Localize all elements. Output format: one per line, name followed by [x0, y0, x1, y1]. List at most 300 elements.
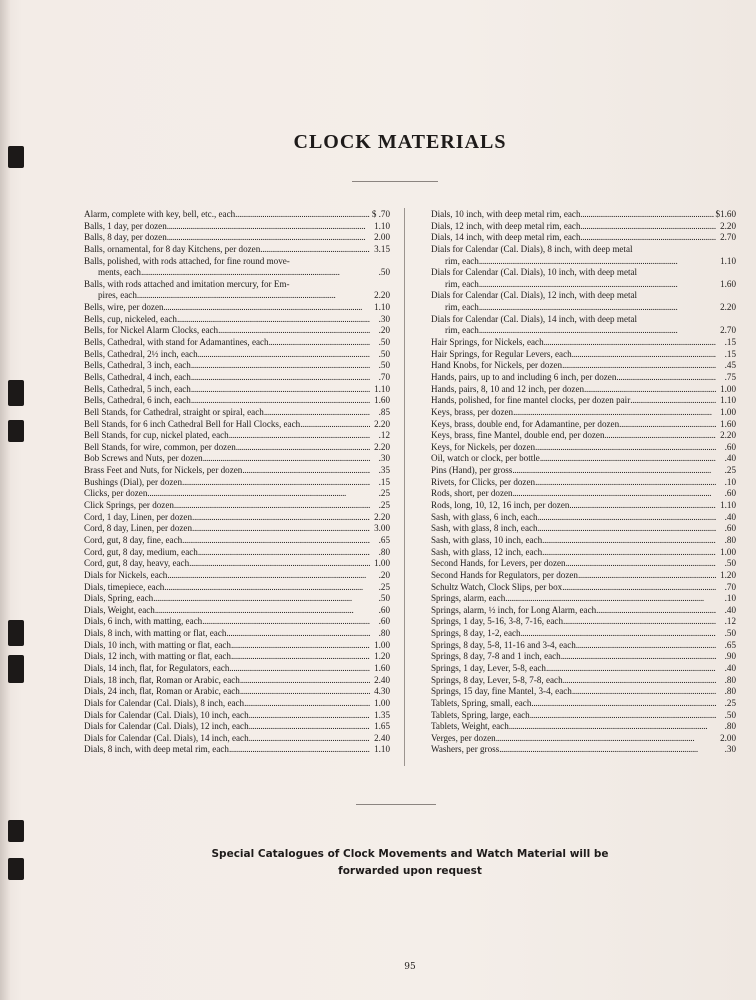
price-item	[431, 675, 736, 687]
price-item	[431, 407, 736, 419]
item-label: Springs, 8 day, 1-2, each	[431, 628, 521, 639]
leader-dots	[249, 721, 370, 733]
item-label: Dials for Calendar (Cal. Dials), 10 inch, each	[84, 709, 249, 720]
leader-dots	[153, 593, 370, 605]
price-item	[431, 640, 736, 652]
item-label: Dials for Calendar (Cal. Dials), 8 inch, each	[84, 697, 245, 708]
leader-dots	[569, 500, 716, 512]
item-label: Bell Stands, for cup, nickel plated, each	[84, 430, 229, 441]
item-price: .50	[378, 267, 390, 278]
item-price: 4.30	[374, 686, 390, 697]
price-item	[431, 582, 736, 594]
item-label: Brass Feet and Nuts, for Nickels, per dozen	[84, 465, 243, 476]
item-price: .75	[724, 371, 736, 382]
price-item	[84, 232, 390, 244]
item-price: 1.60	[374, 395, 390, 406]
item-label: Dials, timepiece, each	[84, 581, 165, 592]
item-label: ments, each	[98, 267, 141, 278]
price-item	[84, 488, 390, 500]
footer-note	[0, 846, 756, 880]
leader-dots	[192, 512, 370, 524]
item-price: .30	[724, 744, 736, 755]
item-label: Bob Screws and Nuts, per dozen	[84, 453, 203, 464]
item-price: 2.20	[720, 302, 736, 313]
item-price: .40	[724, 604, 736, 615]
item-label: rim, each	[445, 255, 479, 266]
item-label: Bells, Cathedral, 3 inch, each	[84, 360, 191, 371]
price-item	[431, 453, 736, 465]
item-label: Balls, 8 day, per dozen	[84, 232, 167, 243]
price-item	[431, 221, 736, 233]
item-price: 1.10	[720, 395, 736, 406]
price-item	[431, 419, 736, 431]
price-item	[84, 372, 390, 384]
price-item	[84, 314, 390, 326]
item-price: .50	[378, 348, 390, 359]
price-item	[84, 558, 390, 570]
item-label: Bell Stands, for 6 inch Cathedral Bell for Hall Clocks, each	[84, 418, 301, 429]
item-price: .12	[724, 616, 736, 627]
price-item	[431, 349, 736, 361]
price-item	[84, 663, 390, 675]
leader-dots	[512, 465, 716, 477]
price-item	[84, 430, 390, 442]
item-price: 2.20	[374, 511, 390, 522]
leader-dots	[505, 593, 716, 605]
leader-dots	[300, 419, 370, 431]
price-item-label-line: Dials for Calendar (Cal. Dials), 12 inch, with deep metal	[431, 290, 638, 301]
price-item-label-line: Balls, polished, with rods attached, for fine round move-	[84, 255, 290, 266]
item-price: .85	[378, 406, 390, 417]
price-item	[431, 430, 736, 442]
leader-dots	[630, 395, 716, 407]
leader-dots	[167, 232, 370, 244]
item-price: .25	[378, 488, 390, 499]
leader-dots	[530, 710, 716, 722]
item-price: 1.00	[720, 383, 736, 394]
price-item	[84, 407, 390, 419]
price-item	[431, 337, 736, 349]
price-item	[84, 349, 390, 361]
leader-dots	[542, 547, 716, 559]
price-item-label-line: Balls, with rods attached and imitation mercury, for Em-	[84, 278, 290, 289]
price-item	[431, 744, 736, 756]
price-item	[84, 453, 390, 465]
item-label: Second Hands, for Levers, per dozen	[431, 558, 566, 569]
item-price: .20	[378, 569, 390, 580]
item-price: .80	[724, 674, 736, 685]
price-item	[84, 721, 390, 733]
leader-dots	[479, 279, 716, 291]
item-label: Hair Springs, for Nickels, each	[431, 337, 544, 348]
item-label: Dials, 10 inch, with deep metal rim, each	[431, 209, 581, 219]
item-label: Cord, 8 day, Linen, per dozen	[84, 523, 192, 534]
item-label: Dials, 8 inch, with deep metal rim, each	[84, 744, 229, 755]
item-label: Bells, Cathedral, 6 inch, each	[84, 395, 191, 406]
leader-dots	[244, 698, 370, 710]
item-label: Bell Stands, for Cathedral, straight or spiral, each	[84, 406, 264, 417]
item-price: 1.60	[720, 418, 736, 429]
price-list-right-column	[431, 209, 736, 756]
item-label: Balls, 1 day, per dozen	[84, 220, 167, 231]
item-price: 1.10	[374, 302, 390, 313]
item-label: Bushings (Dial), per dozen	[84, 476, 182, 487]
page-title: CLOCK MATERIALS	[293, 131, 507, 153]
item-label: Dials for Nickels, each	[84, 569, 168, 580]
leader-dots	[189, 558, 370, 570]
footer-divider	[356, 804, 436, 805]
item-price: .15	[724, 348, 736, 359]
price-item	[431, 547, 736, 559]
column-divider	[404, 208, 405, 766]
item-price: .80	[724, 721, 736, 732]
item-price: .80	[378, 546, 390, 557]
price-item	[84, 465, 390, 477]
price-item	[84, 710, 390, 722]
item-price: .10	[724, 476, 736, 487]
item-price: .20	[378, 325, 390, 336]
item-label: Springs, alarm, ½ inch, for Long Alarm, each	[431, 604, 597, 615]
item-price: 2.40	[374, 732, 390, 743]
leader-dots	[174, 500, 370, 512]
item-price: 1.10	[720, 500, 736, 511]
price-item	[431, 256, 736, 268]
page-number: 95	[404, 962, 416, 972]
footer-line-2: forwarded upon request	[338, 865, 482, 877]
item-price: .40	[724, 662, 736, 673]
item-label: Cord, gut, 8 day, fine, each	[84, 534, 183, 545]
leader-dots	[509, 721, 716, 733]
leader-dots	[192, 523, 370, 535]
item-label: Dials, Spring, each	[84, 593, 154, 604]
binding-hole	[8, 655, 24, 683]
leader-dots	[155, 605, 370, 617]
item-label: Oil, watch or clock, per bottle	[431, 453, 540, 464]
leader-dots	[182, 477, 370, 489]
item-price: 2.20	[720, 220, 736, 231]
price-item	[84, 582, 390, 594]
price-item	[431, 302, 736, 314]
price-item	[431, 721, 736, 733]
price-item	[431, 698, 736, 710]
item-price: .70	[724, 581, 736, 592]
leader-dots	[137, 290, 370, 302]
item-label: Dials, 18 inch, flat, Roman or Arabic, each	[84, 674, 240, 685]
leader-dots	[616, 372, 716, 384]
leader-dots	[566, 558, 716, 570]
item-price: 2.00	[720, 732, 736, 743]
leader-dots	[202, 616, 370, 628]
item-price: 1.10	[720, 255, 736, 266]
leader-dots	[240, 686, 370, 698]
price-item	[84, 605, 390, 617]
leader-dots	[218, 325, 370, 337]
item-price: .90	[724, 651, 736, 662]
item-label: rim, each	[445, 302, 479, 313]
item-price: 1.65	[374, 721, 390, 732]
item-price: .25	[724, 697, 736, 708]
leader-dots	[229, 744, 370, 756]
item-label: Keys, brass, double end, for Adamantine, per dozen	[431, 418, 620, 429]
leader-dots	[540, 453, 716, 465]
item-label: Bells, cup, nickeled, each	[84, 313, 177, 324]
item-price: .60	[724, 523, 736, 534]
price-item	[431, 360, 736, 372]
leader-dots	[191, 384, 370, 396]
price-item	[431, 279, 736, 291]
leader-dots	[581, 221, 717, 233]
item-price: .70	[378, 371, 390, 382]
price-item	[431, 395, 736, 407]
leader-dots	[479, 325, 716, 337]
item-label: Balls, ornamental, for 8 day Kitchens, per dozen	[84, 243, 261, 254]
leader-dots	[562, 582, 716, 594]
price-item	[84, 593, 390, 605]
price-item	[84, 384, 390, 396]
leader-dots	[231, 640, 370, 652]
item-label: Bell Stands, for wire, common, per dozen	[84, 441, 236, 452]
item-label: Bells, Cathedral, 4 inch, each	[84, 371, 191, 382]
item-price: .15	[378, 476, 390, 487]
item-price: 2.70	[720, 325, 736, 336]
leader-dots	[562, 360, 716, 372]
item-label: Sash, with glass, 6 inch, each	[431, 511, 538, 522]
item-label: Tablets, Spring, small, each	[431, 697, 532, 708]
item-price: .12	[378, 430, 390, 441]
item-label: Bells, for Nickel Alarm Clocks, each	[84, 325, 219, 336]
leader-dots	[479, 256, 716, 268]
item-price: .50	[724, 628, 736, 639]
price-item	[84, 570, 390, 582]
price-item	[84, 698, 390, 710]
item-label: Springs, alarm, each	[431, 593, 506, 604]
item-label: Rods, long, 10, 12, 16 inch, per dozen	[431, 500, 570, 511]
item-price: .40	[724, 511, 736, 522]
price-item	[84, 244, 390, 256]
item-label: Keys, brass, per dozen	[431, 406, 514, 417]
item-label: Clicks, per dozen	[84, 488, 148, 499]
price-item	[431, 500, 736, 512]
item-label: Dials for Calendar (Cal. Dials), 12 inch, each	[84, 721, 249, 732]
price-item	[84, 325, 390, 337]
leader-dots	[544, 337, 716, 349]
item-price: 1.00	[374, 558, 390, 569]
item-price: .50	[378, 593, 390, 604]
item-price: .60	[724, 441, 736, 452]
leader-dots	[240, 675, 370, 687]
leader-dots	[535, 477, 716, 489]
item-price: 1.10	[374, 744, 390, 755]
price-item-label-line: Dials for Calendar (Cal. Dials), 10 inch, with deep metal	[431, 267, 638, 278]
price-item	[84, 221, 390, 233]
leader-dots	[191, 372, 370, 384]
leader-dots	[496, 733, 716, 745]
price-item	[431, 686, 736, 698]
price-item	[84, 419, 390, 431]
leader-dots	[581, 209, 714, 221]
item-label: Springs, 1 day, 5-16, 3-8, 7-16, each	[431, 616, 564, 627]
item-price: 1.00	[374, 697, 390, 708]
item-price: 1.00	[720, 406, 736, 417]
item-label: Alarm, complete with key, bell, etc., each	[84, 209, 236, 219]
item-label: Dials, 14 inch, flat, for Regulators, each	[84, 662, 230, 673]
item-price: 1.60	[374, 662, 390, 673]
leader-dots	[576, 640, 716, 652]
item-label: Second Hands for Regulators, per dozen	[431, 569, 578, 580]
leader-dots	[513, 407, 716, 419]
leader-dots	[231, 651, 370, 663]
price-item	[84, 535, 390, 547]
item-label: Schultz Watch, Clock Slips, per box	[431, 581, 563, 592]
item-label: Dials, 10 inch, with matting or flat, each	[84, 639, 231, 650]
price-item	[84, 523, 390, 535]
item-price: .30	[378, 313, 390, 324]
item-price: 1.10	[374, 383, 390, 394]
title-underline	[352, 181, 438, 182]
price-item	[84, 477, 390, 489]
leader-dots	[269, 337, 370, 349]
item-label: Sash, with glass, 12 inch, each	[431, 546, 543, 557]
item-price: .65	[724, 639, 736, 650]
price-item	[431, 616, 736, 628]
item-price: .45	[724, 360, 736, 371]
item-label: Cord, 1 day, Linen, per dozen	[84, 511, 192, 522]
item-price: 2.40	[374, 674, 390, 685]
leader-dots	[535, 442, 716, 454]
item-price: .25	[378, 581, 390, 592]
price-item	[84, 686, 390, 698]
item-price: .80	[378, 628, 390, 639]
leader-dots	[605, 430, 717, 442]
item-label: Washers, per gross	[431, 744, 500, 755]
item-price: .60	[378, 604, 390, 615]
price-item-label-line: Dials for Calendar (Cal. Dials), 14 inch, with deep metal	[431, 313, 638, 324]
price-item	[84, 395, 390, 407]
item-label: Sash, with glass, 8 inch, each	[431, 523, 538, 534]
leader-dots	[531, 698, 716, 710]
price-item	[431, 232, 736, 244]
item-price: 1.00	[374, 639, 390, 650]
item-label: Hands, polished, for fine mantel clocks, per dozen pair	[431, 395, 631, 406]
item-label: Click Springs, per dozen	[84, 500, 174, 511]
price-item	[84, 640, 390, 652]
item-price: .60	[378, 616, 390, 627]
leader-dots	[572, 686, 716, 698]
item-label: Hair Springs, for Regular Levers, each	[431, 348, 572, 359]
leader-dots	[242, 465, 370, 477]
item-price: .25	[724, 465, 736, 476]
binding-hole	[8, 380, 24, 406]
binding-hole	[8, 620, 24, 646]
price-item-label-line: Dials for Calendar (Cal. Dials), 8 inch, with deep metal	[431, 243, 633, 254]
leader-dots	[538, 512, 716, 524]
price-item	[431, 488, 736, 500]
binding-hole	[8, 420, 24, 442]
leader-dots	[596, 605, 716, 617]
item-price: .65	[378, 534, 390, 545]
item-price: .25	[378, 500, 390, 511]
item-price: .15	[724, 337, 736, 348]
item-label: Bells, Cathedral, with stand for Adamantines, each	[84, 337, 269, 348]
price-item	[431, 663, 736, 675]
item-label: Dials, 6 inch, with matting, each	[84, 616, 203, 627]
leader-dots	[203, 453, 370, 465]
price-item	[431, 209, 736, 221]
leader-dots	[164, 582, 370, 594]
price-item	[431, 558, 736, 570]
price-item	[84, 675, 390, 687]
item-label: Hand Knobs, for Nickels, per dozen	[431, 360, 563, 371]
price-item	[431, 442, 736, 454]
leader-dots	[229, 430, 370, 442]
leader-dots	[249, 733, 370, 745]
item-price: 2.20	[374, 418, 390, 429]
leader-dots	[141, 267, 370, 279]
leader-dots	[572, 349, 716, 361]
price-item	[84, 302, 390, 314]
item-label: Tablets, Spring, large, each	[431, 709, 530, 720]
item-label: Pins (Hand), per gross	[431, 465, 513, 476]
item-price: .60	[724, 488, 736, 499]
item-price: 2.20	[720, 430, 736, 441]
leader-dots	[521, 628, 716, 640]
leader-dots	[513, 488, 716, 500]
leader-dots	[581, 232, 717, 244]
item-price: .50	[378, 337, 390, 348]
price-item	[84, 290, 390, 302]
binding-hole	[8, 820, 24, 842]
leader-dots	[563, 675, 716, 687]
item-label: Dials, 8 inch, with matting or flat, each	[84, 628, 227, 639]
item-label: Dials for Calendar (Cal. Dials), 14 inch, each	[84, 732, 249, 743]
price-item	[431, 651, 736, 663]
item-label: Keys, brass, fine Mantel, double end, per dozen	[431, 430, 605, 441]
price-item	[84, 337, 390, 349]
item-price: .50	[724, 558, 736, 569]
item-label: Cord, gut, 8 day, heavy, each	[84, 558, 190, 569]
item-label: Rivets, for Clicks, per dozen	[431, 476, 536, 487]
leader-dots	[191, 360, 370, 372]
leader-dots	[499, 744, 716, 756]
item-label: Dials, 12 inch, with deep metal rim, each	[431, 220, 581, 231]
item-price: .10	[724, 593, 736, 604]
price-item	[84, 500, 390, 512]
item-label: Springs, 15 day, fine Mantel, 3-4, each	[431, 686, 572, 697]
item-label: Springs, 1 day, Lever, 5-8, each	[431, 662, 546, 673]
price-item	[431, 477, 736, 489]
leader-dots	[584, 384, 716, 396]
item-price: 3.00	[374, 523, 390, 534]
footer-line-1: Special Catalogues of Clock Movements and Watch Material will be	[211, 848, 609, 860]
price-item	[84, 628, 390, 640]
leader-dots	[164, 302, 370, 314]
leader-dots	[191, 395, 370, 407]
leader-dots	[229, 663, 370, 675]
item-price: 1.20	[720, 569, 736, 580]
item-label: Sash, with glass, 10 inch, each	[431, 534, 543, 545]
leader-dots	[177, 314, 370, 326]
leader-dots	[546, 663, 716, 675]
item-label: Springs, 8 day, 7-8 and 1 inch, each	[431, 651, 561, 662]
price-item	[84, 616, 390, 628]
price-item	[431, 465, 736, 477]
item-label: rim, each	[445, 278, 479, 289]
leader-dots	[563, 616, 716, 628]
item-price: 2.70	[720, 232, 736, 243]
item-price: .35	[378, 465, 390, 476]
item-price: .80	[724, 686, 736, 697]
price-list-left-column	[84, 209, 390, 756]
